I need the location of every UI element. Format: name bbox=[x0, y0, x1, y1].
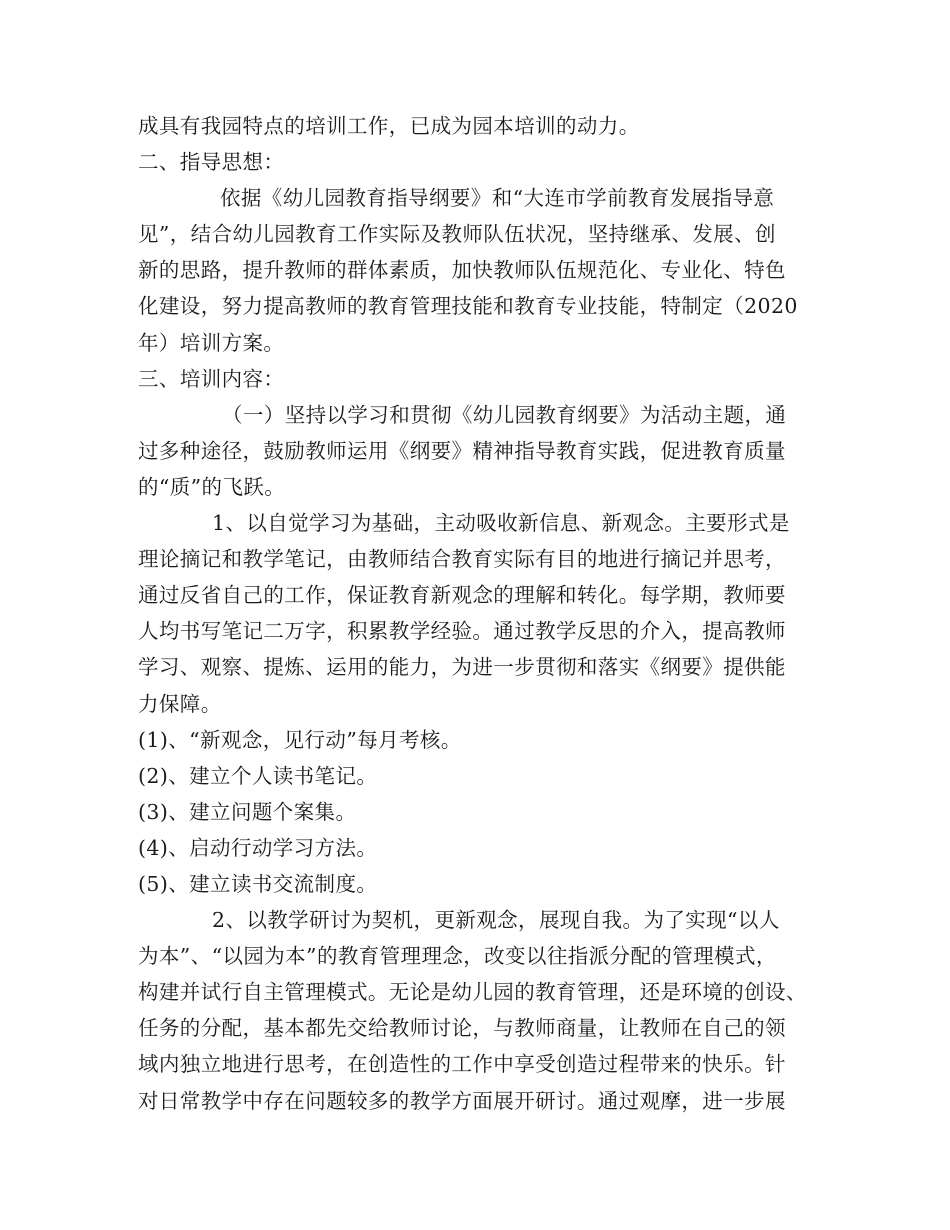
text-line: 力保障。 bbox=[138, 691, 222, 716]
list-item: (5)、建立读书交流制度。 bbox=[138, 871, 378, 896]
text-line: 见”，结合幼儿园教育工作实际及教师队伍状况，坚持继承、发展、创 bbox=[138, 222, 776, 247]
text-line: （一）坚持以学习和贯彻《幼儿园教育纲要》为活动主题，通 bbox=[222, 402, 787, 427]
text-line: 依据《幼儿园教育指导纲要》和“大连市学前教育发展指导意 bbox=[220, 186, 775, 211]
text-line: 任务的分配，基本都先交给教师讨论，与教师商量，让教师在自己的领 bbox=[138, 1016, 786, 1041]
list-item: (2)、建立个人读书笔记。 bbox=[138, 763, 378, 788]
list-item: (1)、“新观念，见行动”每月考核。 bbox=[138, 727, 462, 752]
text-line: 对日常教学中存在问题较多的教学方面展开研讨。通过观摩，进一步展 bbox=[138, 1088, 786, 1113]
text-line: 的“质”的飞跃。 bbox=[138, 474, 286, 499]
text-line: 年）培训方案。 bbox=[138, 330, 285, 355]
text-line: 理论摘记和教学笔记，由教师结合教育实际有目的地进行摘记并思考， bbox=[138, 547, 786, 572]
text-line: 化建设，努力提高教师的教育管理技能和教育专业技能，特制定（2020 bbox=[138, 294, 798, 319]
text-line: 通过反省自己的工作，保证教育新观念的理解和转化。每学期，教师要 bbox=[138, 583, 786, 608]
text-line: 2、以教学研讨为契机，更新观念，展现自我。为了实现“以人 bbox=[212, 908, 780, 933]
text-line: 构建并试行自主管理模式。无论是幼儿园的教育管理，还是环境的创设、 bbox=[138, 980, 807, 1005]
section-heading: 二、指导思想： bbox=[138, 150, 285, 175]
text-line: 为本”、“以园为本”的教育管理理念，改变以往指派分配的管理模式， bbox=[138, 944, 777, 969]
text-line: 新的思路，提升教师的群体素质，加快教师队伍规范化、专业化、特色 bbox=[138, 258, 786, 283]
text-line: 成具有我园特点的培训工作，已成为园本培训的动力。 bbox=[138, 114, 640, 138]
text-line: 1、以自觉学习为基础，主动吸收新信息、新观念。主要形式是 bbox=[212, 511, 790, 536]
text-line: 过多种途径，鼓励教师运用《纲要》精神指导教育实践，促进教育质量 bbox=[138, 438, 786, 463]
list-item: (4)、启动行动学习方法。 bbox=[138, 835, 378, 860]
text-line: 人均书写笔记二万字，积累教学经验。通过教学反思的介入，提高教师 bbox=[138, 619, 786, 644]
text-line: 域内独立地进行思考，在创造性的工作中享受创造过程带来的快乐。针 bbox=[138, 1052, 786, 1077]
list-item: (3)、建立问题个案集。 bbox=[138, 799, 357, 824]
text-line: 学习、观察、提炼、运用的能力，为进一步贯彻和落实《纲要》提供能 bbox=[138, 655, 786, 680]
document-body bbox=[138, 108, 818, 1119]
section-heading: 三、培训内容： bbox=[138, 366, 285, 391]
